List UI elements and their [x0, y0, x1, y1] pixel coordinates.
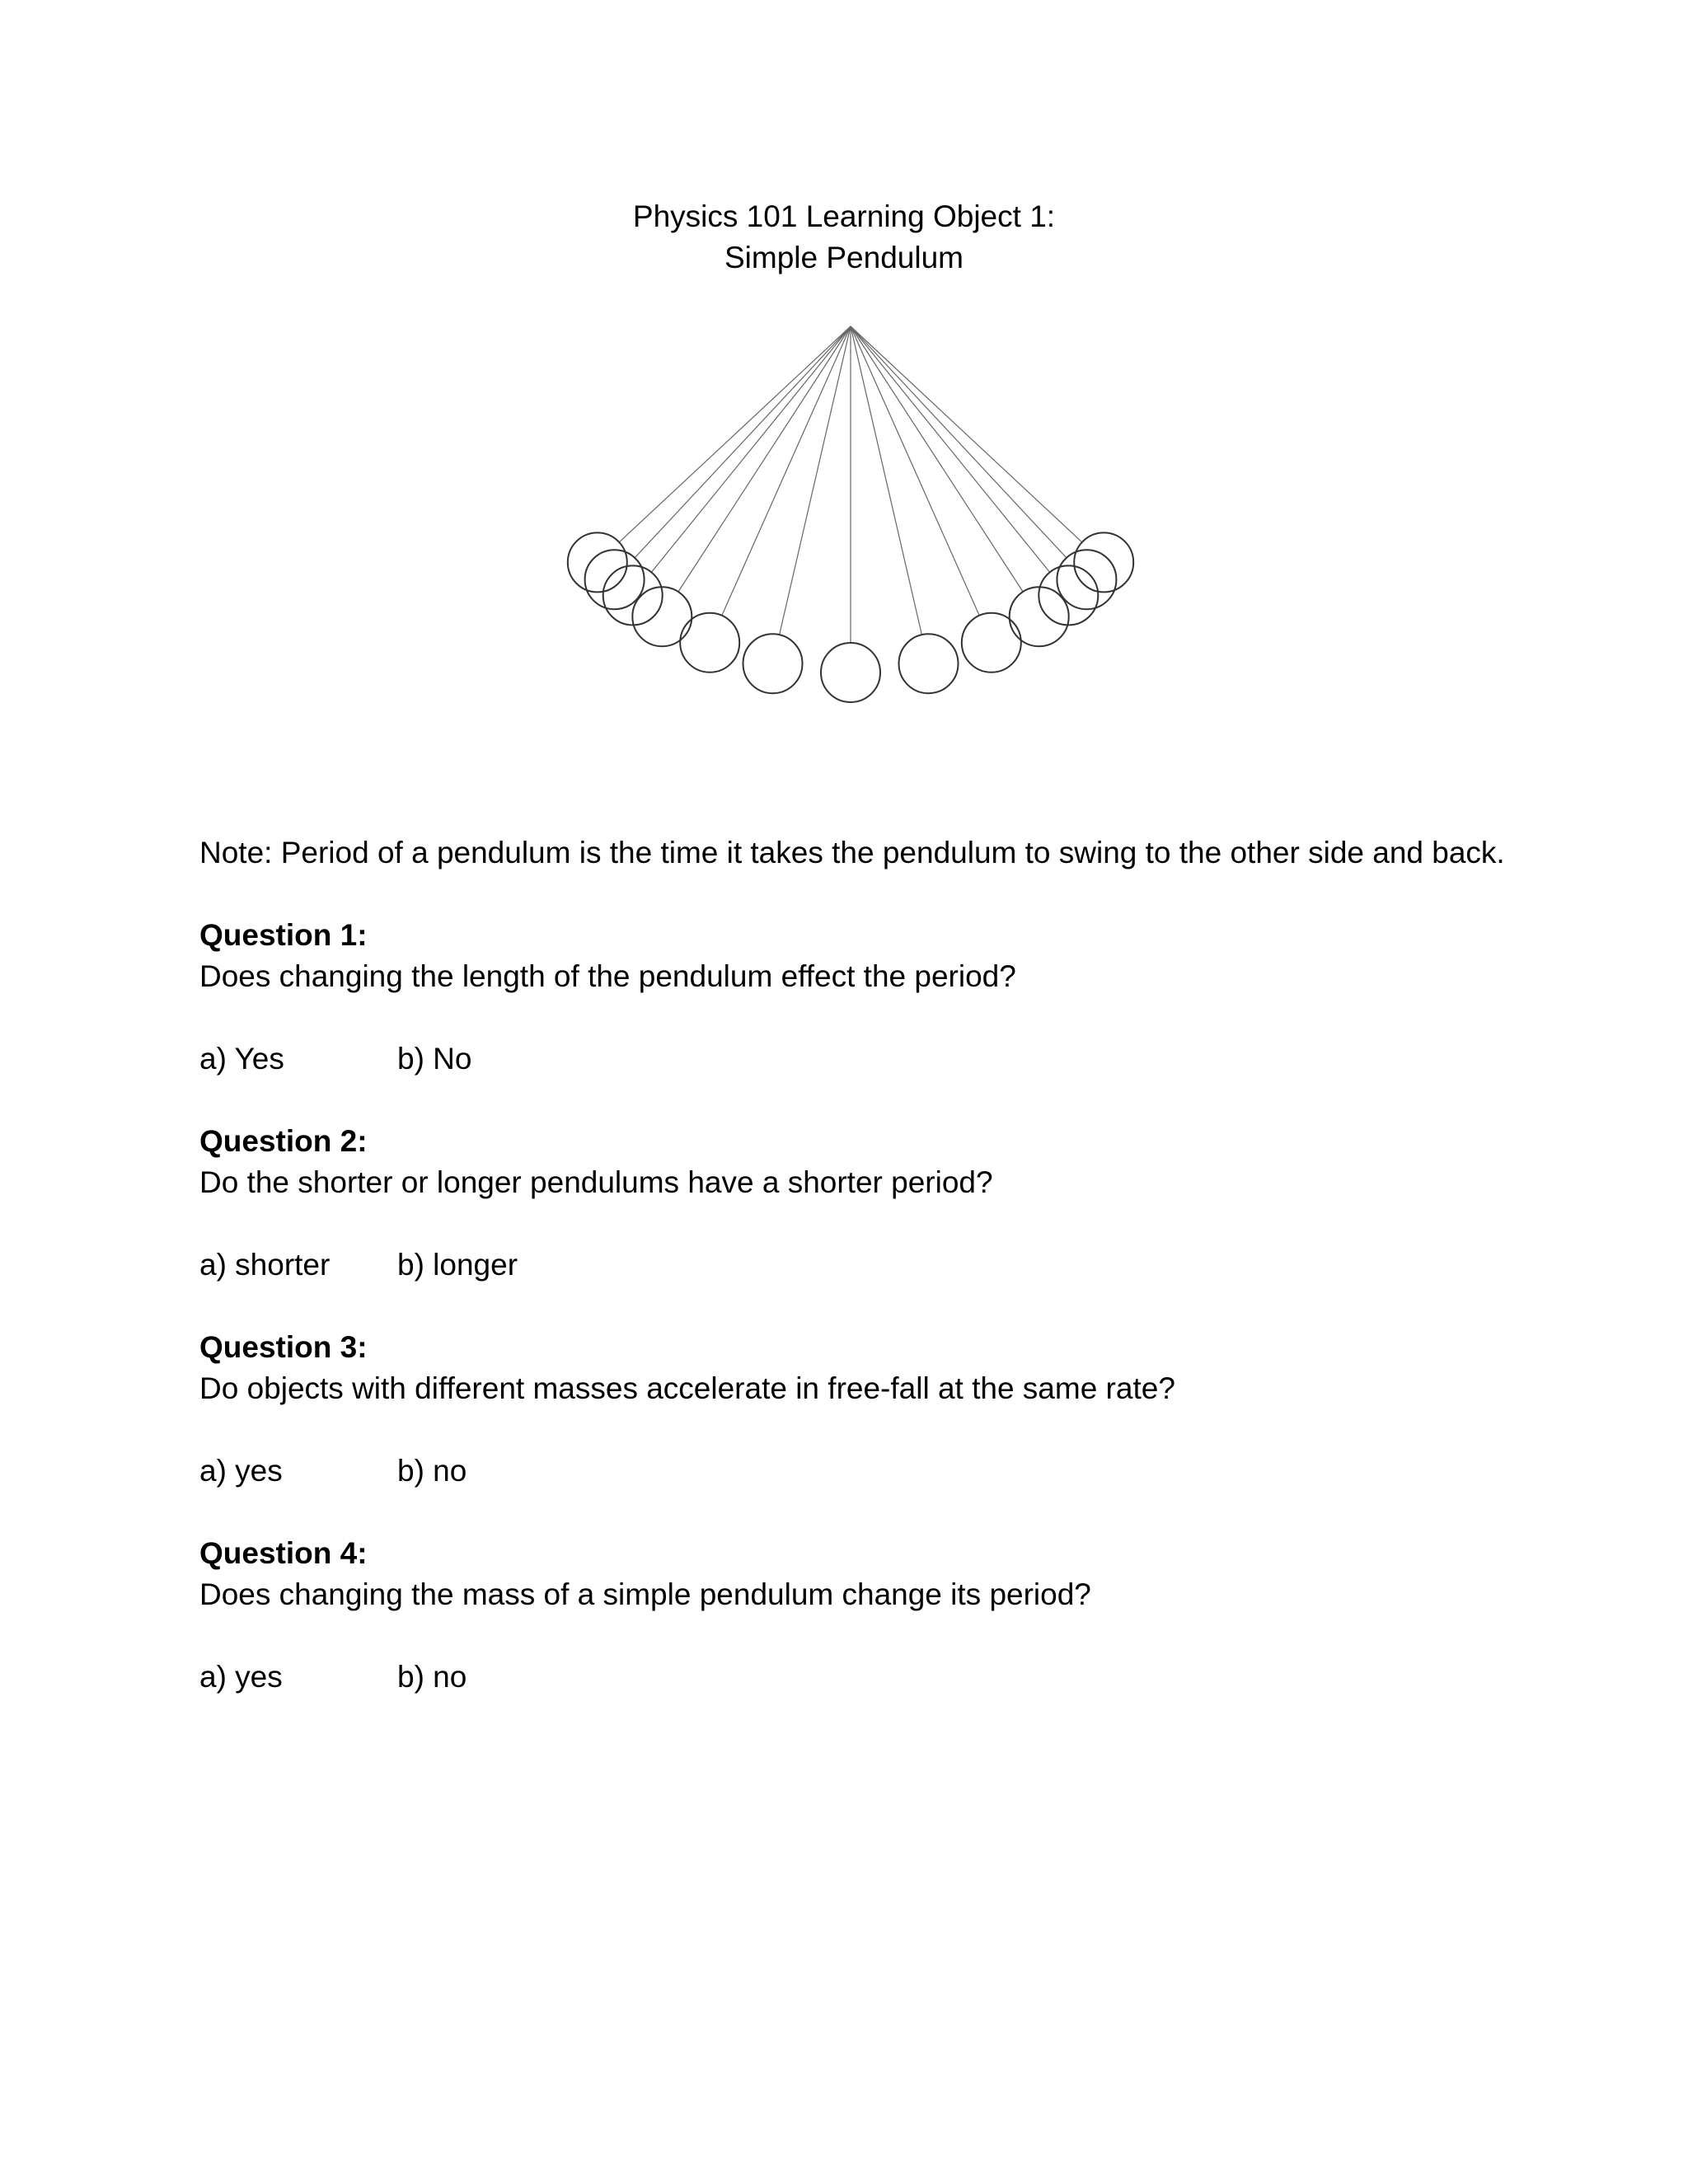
pendulum-string-11 — [851, 326, 1050, 572]
answer-options — [199, 1244, 1518, 1286]
pendulum-bob-12 — [1057, 550, 1116, 609]
pendulum-bob-6 — [743, 634, 803, 693]
question-block-4 — [199, 1533, 1518, 1698]
question-block-1 — [199, 915, 1518, 1080]
title-line-2: Simple Pendulum — [724, 241, 964, 274]
pendulum-bob-13 — [1074, 532, 1133, 592]
pendulum-swing-icon — [0, 0, 1688, 742]
question-heading: Question 2: — [199, 1124, 368, 1158]
question-heading: Question 3: — [199, 1330, 368, 1364]
question-block-3 — [199, 1327, 1518, 1492]
answer-options — [199, 1038, 1518, 1080]
question-heading: Question 4: — [199, 1536, 368, 1570]
pendulum-string-4 — [678, 326, 851, 592]
pendulum-string-1 — [619, 326, 851, 542]
answer-option-b[interactable]: b) No — [397, 1042, 472, 1076]
question-block-2 — [199, 1121, 1518, 1286]
pendulum-string-8 — [851, 326, 921, 635]
pendulum-bob-1 — [568, 532, 627, 592]
pendulum-bob-9 — [962, 613, 1021, 673]
question-heading: Question 1: — [199, 918, 368, 952]
pendulum-bob-7 — [821, 643, 880, 702]
pendulum-string-6 — [780, 326, 851, 635]
answer-option-b[interactable]: b) no — [397, 1660, 467, 1694]
question-text: Do the shorter or longer pendulums have a shorter period? — [199, 1165, 993, 1199]
answer-option-a[interactable]: a) shorter — [199, 1248, 331, 1282]
answer-option-a[interactable]: a) Yes — [199, 1042, 284, 1076]
answer-option-b[interactable]: b) longer — [397, 1248, 518, 1282]
pendulum-bob-5 — [680, 613, 739, 673]
pendulum-string-9 — [851, 326, 979, 616]
pendulum-string-13 — [851, 326, 1082, 542]
answer-option-b[interactable]: b) no — [397, 1454, 467, 1488]
answer-options — [199, 1451, 1518, 1492]
answer-option-a[interactable]: a) yes — [199, 1660, 283, 1694]
answer-option-a[interactable]: a) yes — [199, 1454, 283, 1488]
question-text: Do objects with different masses accelerate in free-fall at the same rate? — [199, 1371, 1175, 1405]
question-text: Does changing the mass of a simple pendulum change its period? — [199, 1577, 1091, 1611]
pendulum-string-12 — [851, 326, 1067, 558]
title-line-1: Physics 101 Learning Object 1: — [632, 199, 1056, 233]
pendulum-bob-8 — [899, 634, 959, 693]
pendulum-string-2 — [635, 326, 851, 558]
pendulum-string-3 — [651, 326, 851, 572]
pendulum-string-5 — [722, 326, 851, 616]
worksheet-content — [199, 832, 1518, 1739]
pendulum-string-10 — [851, 326, 1023, 592]
note-text: Note: Period of a pendulum is the time it takes the pendulum to swing to the other side and back. — [199, 836, 1505, 869]
pendulum-bob-2 — [585, 550, 645, 609]
question-text: Does changing the length of the pendulum effect the period? — [199, 959, 1016, 993]
answer-options — [199, 1657, 1518, 1698]
